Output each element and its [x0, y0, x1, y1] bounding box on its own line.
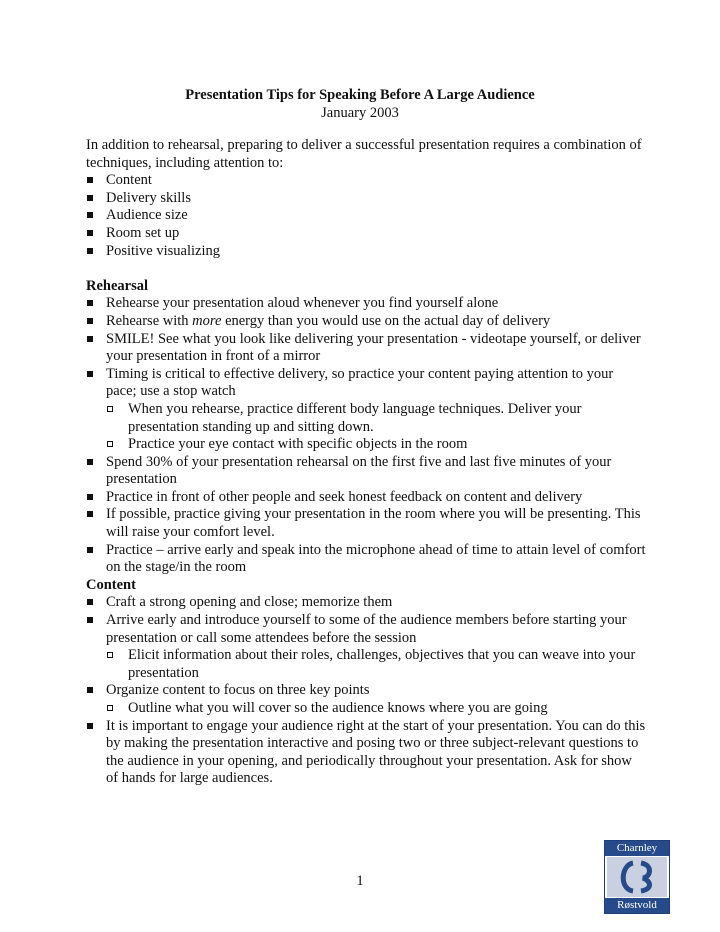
logo-top-text: Charnley [605, 841, 669, 856]
company-logo [604, 840, 670, 914]
rehearsal-heading: Rehearsal [86, 277, 149, 294]
list-item: Spend 30% of your presentation rehearsal on the first five and last five minutes of your presentation [86, 454, 646, 489]
sub-list-item: When you rehearse, practice different body language techniques. Deliver your presentation standing up and sitting down. [86, 401, 646, 436]
document-date: January 2003 [321, 105, 399, 121]
list-item-text: Rehearse with [106, 312, 189, 329]
list-item [86, 313, 646, 331]
emphasis-text: more [192, 312, 222, 329]
list-item-text: energy than you would use on the actual day of delivery [225, 312, 551, 329]
page-number: 1 [356, 873, 364, 889]
list-item: Room set up [86, 225, 646, 243]
intro-list [86, 172, 646, 260]
list-item: Arrive early and introduce yourself to some of the audience members before starting your presentation or call some attendees before the session [86, 612, 646, 647]
document-body [86, 137, 646, 788]
list-item: Craft a strong opening and close; memorize them [86, 594, 646, 612]
rehearsal-list [86, 295, 646, 577]
logo-emblem-icon [607, 857, 667, 897]
content-heading: Content [86, 576, 136, 593]
list-item: Practice in front of other people and seek honest feedback on content and delivery [86, 489, 646, 507]
list-item: Audience size [86, 207, 646, 225]
list-item: It is important to engage your audience right at the start of your presentation. You can do this by making the presentation interactive and posing two or three subject-relevant questions to the audience in your opening, and periodically throughout your presentation. Ask for show of hands for large audiences. [86, 718, 646, 788]
logo-emblem [607, 857, 667, 897]
list-item: Content [86, 172, 646, 190]
list-item: If possible, practice giving your presentation in the room where you will be presenting. This will raise your comfort level. [86, 506, 646, 541]
list-item: Timing is critical to effective delivery, so practice your content paying attention to your pace; use a stop watch [86, 366, 646, 401]
list-item: Rehearse your presentation aloud whenever you find yourself alone [86, 295, 646, 313]
sub-list-item: Practice your eye contact with specific objects in the room [86, 436, 646, 454]
sub-list-item: Outline what you will cover so the audience knows where you are going [86, 700, 646, 718]
document-title: Presentation Tips for Speaking Before A Large Audience [185, 87, 535, 103]
list-item: Organize content to focus on three key points [86, 682, 646, 700]
sub-list-item: Elicit information about their roles, challenges, objectives that you can weave into your presentation [86, 647, 646, 682]
content-list [86, 594, 646, 788]
list-item: SMILE! See what you look like delivering your presentation - videotape yourself, or deliver your presentation in front of a mirror [86, 331, 646, 366]
intro-paragraph: In addition to rehearsal, preparing to deliver a successful presentation requires a combination of techniques, including attention to: [86, 137, 642, 171]
list-item: Delivery skills [86, 190, 646, 208]
list-item: Positive visualizing [86, 243, 646, 261]
list-item: Practice – arrive early and speak into the microphone ahead of time to attain level of comfort on the stage/in the room [86, 542, 646, 577]
logo-bottom-text: Røstvold [605, 898, 669, 913]
